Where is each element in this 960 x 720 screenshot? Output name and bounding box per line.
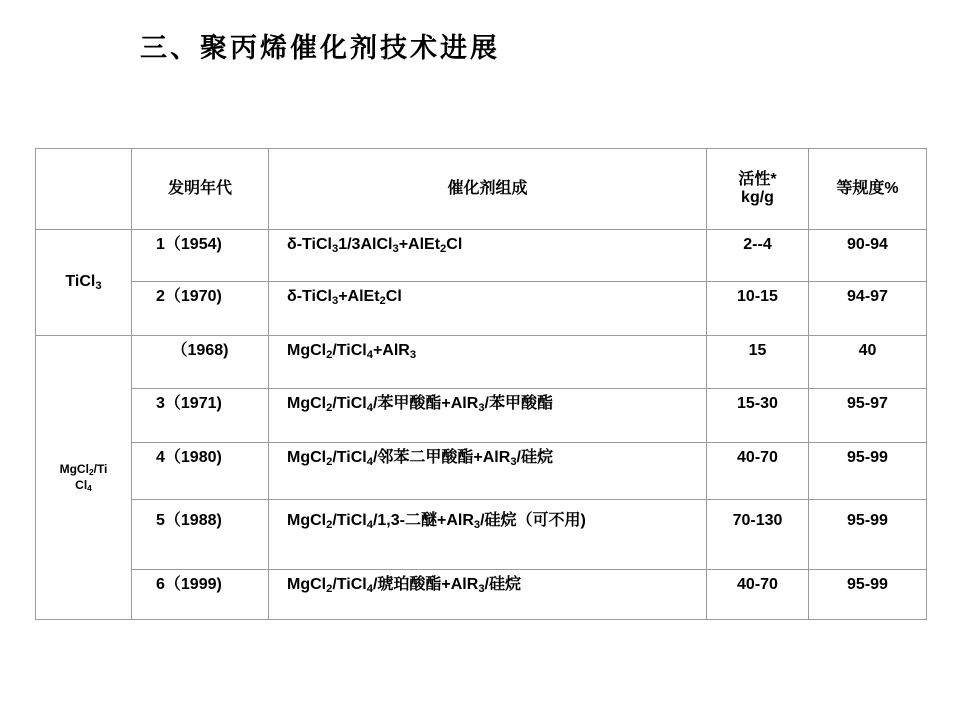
- activity-cell: 10-15: [707, 282, 809, 336]
- isotacticity-cell: 40: [809, 336, 927, 389]
- isotacticity-cell: 95-99: [809, 570, 927, 620]
- generation-cell: 4（1980): [132, 443, 269, 500]
- composition-cell: δ-TiCl$_3$1/3AlCl$_3$+AlEt$_2$Cl: [269, 230, 707, 282]
- composition-cell: MgCl$_2$/TiCl$_4$/邻苯二甲酸酯+AlR$_3$/硅烷: [269, 443, 707, 500]
- group-mgcl2-ticl4-cell: MgCl$_2$/Ti $Cl_4$: [36, 336, 132, 620]
- composition-cell: MgCl$_2$/TiCl$_4$+AlR$_3$: [269, 336, 707, 389]
- header-group: [36, 149, 132, 230]
- isotacticity-cell: 95-99: [809, 500, 927, 570]
- generation-cell: 1（1954): [132, 230, 269, 282]
- composition-cell: MgCl$_2$/TiCl$_4$/苯甲酸酯+AlR$_3$/苯甲酸酯: [269, 389, 707, 443]
- isotacticity-cell: 95-99: [809, 443, 927, 500]
- generation-cell: 3（1971): [132, 389, 269, 443]
- table-row: [36, 443, 927, 500]
- isotacticity-cell: 90-94: [809, 230, 927, 282]
- header-isotacticity: 等规度%: [809, 149, 927, 230]
- composition-cell: δ-TiCl$_3$+AlEt$_2$Cl: [269, 282, 707, 336]
- activity-cell: 40-70: [707, 570, 809, 620]
- isotacticity-cell: 94-97: [809, 282, 927, 336]
- page-title: 三、聚丙烯催化剂技术进展: [140, 33, 500, 64]
- table-row: [36, 570, 927, 620]
- composition-cell: MgCl$_2$/TiCl$_4$/琥珀酸酯+AlR$_3$/硅烷: [269, 570, 707, 620]
- generation-cell: 5（1988): [132, 500, 269, 570]
- activity-cell: 2--4: [707, 230, 809, 282]
- table-header-row: [36, 149, 927, 230]
- activity-cell: 40-70: [707, 443, 809, 500]
- isotacticity-cell: 95-97: [809, 389, 927, 443]
- activity-cell: 15-30: [707, 389, 809, 443]
- activity-cell: 70-130: [707, 500, 809, 570]
- header-activity-line1: 活性*: [738, 170, 777, 188]
- table-row: [36, 389, 927, 443]
- table-row: [36, 230, 927, 282]
- generation-cell: 6（1999): [132, 570, 269, 620]
- table-row: [36, 336, 927, 389]
- generation-cell: （1968): [132, 336, 269, 389]
- header-activity-line2: kg/g: [741, 189, 774, 206]
- composition-cell: MgCl$_2$/TiCl$_4$/1,3-二醚+AlR$_3$/硅烷（可不用): [269, 500, 707, 570]
- table-row: [36, 282, 927, 336]
- catalyst-table: [35, 148, 927, 620]
- header-activity: [707, 149, 809, 230]
- generation-cell: 2（1970): [132, 282, 269, 336]
- activity-cell: 15: [707, 336, 809, 389]
- group-ticl3-cell: TiCl$_3$: [36, 230, 132, 336]
- header-composition: 催化剂组成: [269, 149, 707, 230]
- header-generation: 发明年代: [132, 149, 269, 230]
- table-row: [36, 500, 927, 570]
